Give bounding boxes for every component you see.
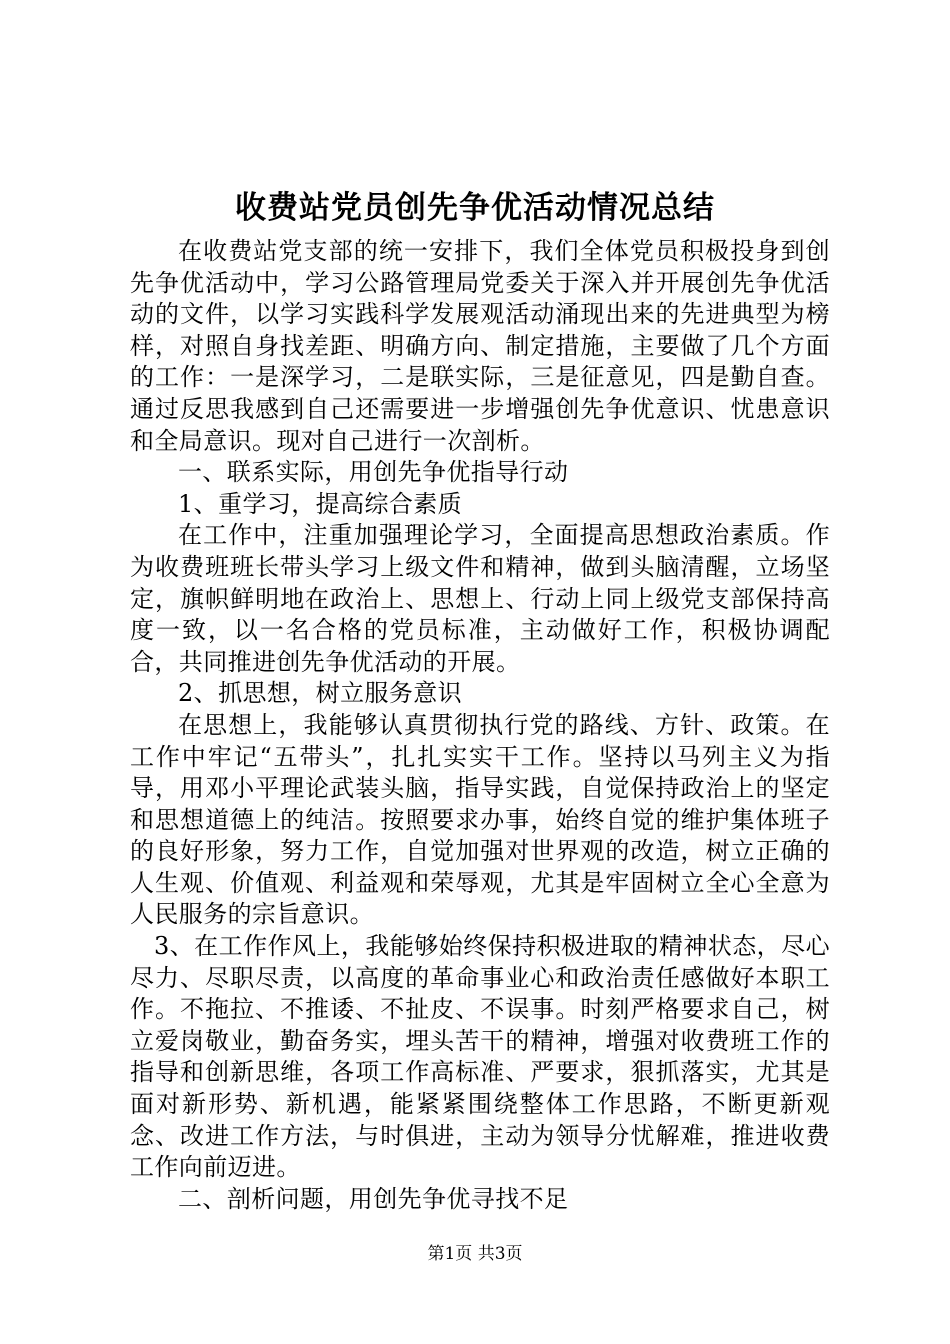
paragraph-study: 在工作中，注重加强理论学习，全面提高思想政治素质。作为收费班班长带头学习上级文件和精神，做到头脑清醒，立场坚定，旗帜鲜明地在政治上、思想上、行动上同上级党支部保持高度一致，以一名合格的党员标准，主动做好工作，积极协调配合，共同推进创先争优活动的开展。 xyxy=(130,521,830,676)
document-title: 收费站党员创先争优活动情况总结 xyxy=(235,190,715,226)
subheading-1: 1、重学习，提高综合素质 xyxy=(178,489,463,518)
document-body xyxy=(130,236,830,1215)
subheading-2: 2、抓思想，树立服务意识 xyxy=(178,679,463,708)
paragraph-intro: 在收费站党支部的统一安排下，我们全体党员积极投身到创先争优活动中，学习公路管理局党委关于深入并开展创先争优活动的文件，以学习实践科学发展观活动涌现出来的先进典型为榜样，对照自身找差距、明确方向、制定措施，主要做了几个方面的工作：一是深学习，二是联实际，三是征意见，四是勤自查。通过反思我感到自己还需要进一步增强创先争优意识、忧患意识和全局意识。现对自己进行一次剖析。 xyxy=(130,237,830,455)
section-heading-1: 一、联系实际，用创先争优指导行动 xyxy=(178,458,569,487)
paragraph-work-style: 3、在工作作风上，我能够始终保持积极进取的精神状态，尽心尽力、尽职尽责，以高度的革命事业心和政治责任感做好本职工作。不拖拉、不推诿、不扯皮、不误事。时刻严格要求自己，树立爱岗敬业，勤奋务实，埋头苦干的精神，增强对收费班工作的指导和创新思维，各项工作高标准、严要求，狠抓落实，尤其是面对新形势、新机遇，能紧紧围绕整体工作思路，不断更新观念、改进工作方法，与时俱进，主动为领导分忧解难，推进收费工作向前迈进。 xyxy=(130,932,830,1182)
section-heading-2: 二、剖析问题，用创先争优寻找不足 xyxy=(178,1184,569,1213)
page-footer: 第1页 共3页 xyxy=(427,1244,523,1264)
paragraph-thought: 在思想上，我能够认真贯彻执行党的路线、方针、政策。在工作中牢记“五带头”，扎扎实实干工作。坚持以马列主义为指导，用邓小平理论武装头脑，指导实践，自觉保持政治上的坚定和思想道德上的纯洁。按照要求办事，始终自觉的维护集体班子的良好形象，努力工作，自觉加强对世界观的改造，树立正确的人生观、价值观、利益观和荣辱观，尤其是牢固树立全心全意为人民服务的宗旨意识。 xyxy=(130,710,830,929)
